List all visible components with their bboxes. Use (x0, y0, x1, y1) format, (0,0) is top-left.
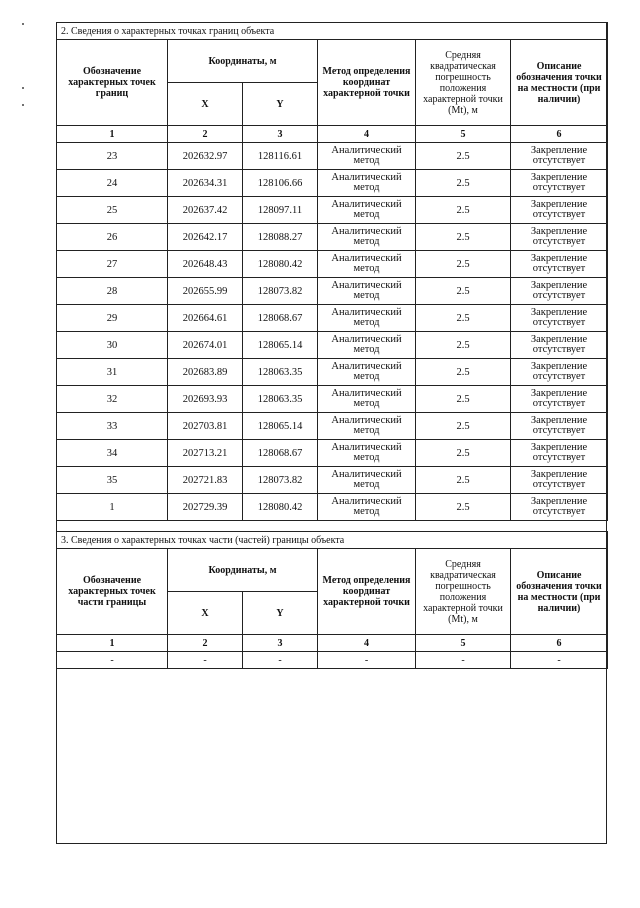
header-designation: Обозначение характерных точек границ (57, 40, 168, 126)
cell-x: 202721.83 (168, 467, 243, 494)
cell-description: Закрепление отсутствует (511, 224, 608, 251)
cell-y: 128106.66 (243, 170, 318, 197)
cell-method: Аналитический метод (318, 332, 416, 359)
cell-method: Аналитический метод (318, 305, 416, 332)
table-row (57, 440, 608, 467)
cell-description: Закрепление отсутствует (511, 305, 608, 332)
cell-designation: 31 (57, 359, 168, 386)
scan-speck (22, 87, 24, 89)
cell-x: 202637.42 (168, 197, 243, 224)
header-coordinates: Координаты, м (168, 549, 318, 592)
cell-description: Закрепление отсутствует (511, 170, 608, 197)
cell-designation: 35 (57, 467, 168, 494)
col-number: 2 (168, 635, 243, 652)
cell-y: 128073.82 (243, 467, 318, 494)
col-number: 3 (243, 635, 318, 652)
header-x: X (168, 592, 243, 635)
col-number: 1 (57, 126, 168, 143)
col-number: 4 (318, 635, 416, 652)
cell-y: 128068.67 (243, 305, 318, 332)
header-designation: Обозначение характерных точек части границы (57, 549, 168, 635)
cell-method: Аналитический метод (318, 170, 416, 197)
header-description: Описание обозначения точки на местности (при наличии) (511, 40, 608, 126)
cell-method: Аналитический метод (318, 278, 416, 305)
cell-x: 202655.99 (168, 278, 243, 305)
cell-method: Аналитический метод (318, 386, 416, 413)
col-number: 6 (511, 126, 608, 143)
cell-y: 128088.27 (243, 224, 318, 251)
cell-error: 2.5 (416, 197, 511, 224)
cell-designation: 29 (57, 305, 168, 332)
cell-designation: 26 (57, 224, 168, 251)
boundary-points-table (56, 22, 608, 521)
cell-error: 2.5 (416, 305, 511, 332)
cell-y: 128097.11 (243, 197, 318, 224)
section3-title: 3. Сведения о характерных точках части (частей) границы объекта (57, 532, 608, 549)
table-row (57, 143, 608, 170)
cell-y: 128080.42 (243, 251, 318, 278)
cell-error: 2.5 (416, 251, 511, 278)
cell-method: Аналитический метод (318, 143, 416, 170)
table-row (57, 494, 608, 521)
cell-designation: 1 (57, 494, 168, 521)
scan-speck (22, 23, 24, 25)
cell-error: 2.5 (416, 359, 511, 386)
table-row (57, 170, 608, 197)
cell-description: Закрепление отсутствует (511, 386, 608, 413)
cell-description: Закрепление отсутствует (511, 494, 608, 521)
cell-y: - (243, 652, 318, 669)
cell-error: 2.5 (416, 440, 511, 467)
cell-designation: 25 (57, 197, 168, 224)
cell-y: 128080.42 (243, 494, 318, 521)
cell-error: 2.5 (416, 386, 511, 413)
cell-error: - (416, 652, 511, 669)
cell-designation: - (57, 652, 168, 669)
cell-description: - (511, 652, 608, 669)
part-boundary-points-table (56, 531, 608, 669)
cell-designation: 34 (57, 440, 168, 467)
cell-x: 202642.17 (168, 224, 243, 251)
cell-description: Закрепление отсутствует (511, 278, 608, 305)
cell-method: Аналитический метод (318, 251, 416, 278)
cell-x: 202632.97 (168, 143, 243, 170)
cell-method: Аналитический метод (318, 413, 416, 440)
header-y: Y (243, 592, 318, 635)
cell-x: 202713.21 (168, 440, 243, 467)
cell-error: 2.5 (416, 332, 511, 359)
cell-designation: 23 (57, 143, 168, 170)
cell-error: 2.5 (416, 413, 511, 440)
col-number: 3 (243, 126, 318, 143)
cell-y: 128073.82 (243, 278, 318, 305)
cell-y: 128065.14 (243, 413, 318, 440)
col-number: 2 (168, 126, 243, 143)
cell-description: Закрепление отсутствует (511, 467, 608, 494)
header-y: Y (243, 83, 318, 126)
cell-x: 202664.61 (168, 305, 243, 332)
cell-error: 2.5 (416, 494, 511, 521)
table-row (57, 413, 608, 440)
header-method: Метод определения координат характерной точки (318, 549, 416, 635)
cell-x: 202693.93 (168, 386, 243, 413)
header-description: Описание обозначения точки на местности (при наличии) (511, 549, 608, 635)
cell-x: 202703.81 (168, 413, 243, 440)
cell-designation: 33 (57, 413, 168, 440)
table-row (57, 305, 608, 332)
cell-x: 202674.01 (168, 332, 243, 359)
col-number: 5 (416, 635, 511, 652)
cell-x: - (168, 652, 243, 669)
cell-y: 128065.14 (243, 332, 318, 359)
cell-description: Закрепление отсутствует (511, 359, 608, 386)
cell-method: Аналитический метод (318, 224, 416, 251)
cell-y: 128068.67 (243, 440, 318, 467)
cell-method: Аналитический метод (318, 440, 416, 467)
cell-designation: 27 (57, 251, 168, 278)
cell-designation: 32 (57, 386, 168, 413)
cell-y: 128063.35 (243, 386, 318, 413)
table-row (57, 197, 608, 224)
cell-error: 2.5 (416, 467, 511, 494)
cell-description: Закрепление отсутствует (511, 332, 608, 359)
table-row (57, 467, 608, 494)
cell-method: Аналитический метод (318, 359, 416, 386)
document-frame (56, 22, 607, 844)
cell-description: Закрепление отсутствует (511, 251, 608, 278)
col-number: 5 (416, 126, 511, 143)
cell-method: Аналитический метод (318, 197, 416, 224)
col-number: 1 (57, 635, 168, 652)
table-row (57, 359, 608, 386)
cell-designation: 28 (57, 278, 168, 305)
cell-y: 128116.61 (243, 143, 318, 170)
col-number: 6 (511, 635, 608, 652)
cell-x: 202729.39 (168, 494, 243, 521)
cell-method: Аналитический метод (318, 467, 416, 494)
header-method: Метод определения координат характерной точки (318, 40, 416, 126)
header-error: Средняя квадратическая погрешность положения характерной точки (Mt), м (416, 40, 511, 126)
cell-description: Закрепление отсутствует (511, 440, 608, 467)
cell-error: 2.5 (416, 143, 511, 170)
header-coordinates: Координаты, м (168, 40, 318, 83)
cell-error: 2.5 (416, 278, 511, 305)
cell-description: Закрепление отсутствует (511, 413, 608, 440)
cell-y: 128063.35 (243, 359, 318, 386)
table-row (57, 386, 608, 413)
cell-error: 2.5 (416, 170, 511, 197)
scan-speck (22, 104, 24, 106)
cell-description: Закрепление отсутствует (511, 143, 608, 170)
section2-title: 2. Сведения о характерных точках границ объекта (57, 23, 608, 40)
table-row (57, 652, 608, 669)
col-number: 4 (318, 126, 416, 143)
cell-x: 202634.31 (168, 170, 243, 197)
cell-method: Аналитический метод (318, 494, 416, 521)
cell-designation: 30 (57, 332, 168, 359)
table-row (57, 251, 608, 278)
header-x: X (168, 83, 243, 126)
cell-designation: 24 (57, 170, 168, 197)
cell-description: Закрепление отсутствует (511, 197, 608, 224)
cell-method: - (318, 652, 416, 669)
cell-x: 202648.43 (168, 251, 243, 278)
table-row (57, 224, 608, 251)
table-row (57, 332, 608, 359)
cell-x: 202683.89 (168, 359, 243, 386)
table-row (57, 278, 608, 305)
cell-error: 2.5 (416, 224, 511, 251)
header-error: Средняя квадратическая погрешность положения характерной точки (Mt), м (416, 549, 511, 635)
